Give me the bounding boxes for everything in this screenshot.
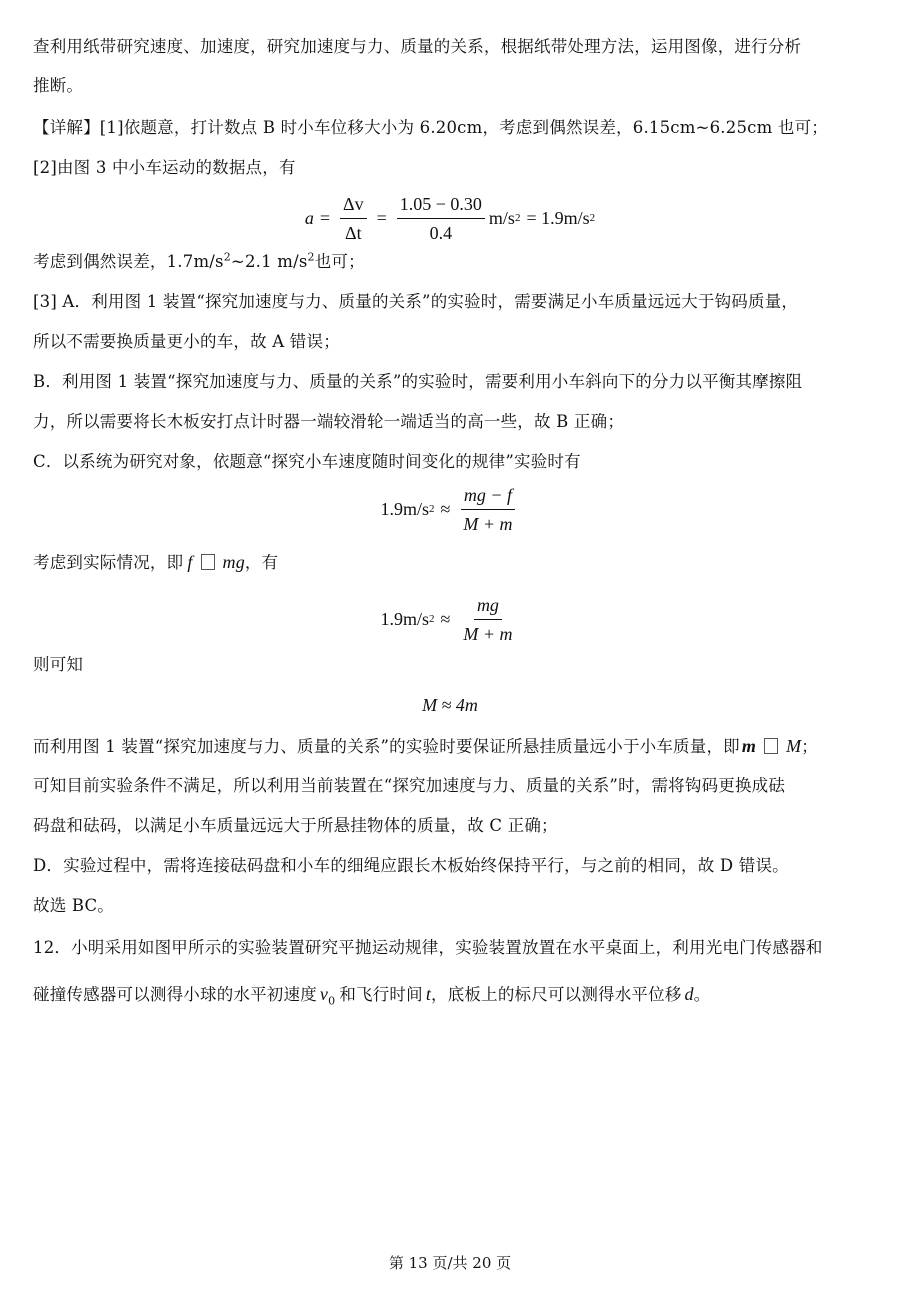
eq-lhs: 1.9m/s (380, 498, 429, 519)
text-line: 则可知 (33, 655, 84, 674)
fraction-denominator: 0.4 (429, 222, 453, 243)
equation-mass-ratio: M ≈ 4m (422, 694, 478, 715)
equation-system: 1.9m/s 2 ≈ $\frac{mg - f}{M + m}$ (0, 480, 900, 538)
equation-approx: 1.9m/s 2 ≈ $\frac{mg}{M + m}$ (0, 590, 900, 648)
text-line: 推断。 (33, 76, 84, 95)
fraction-denominator: M + m (463, 623, 513, 644)
fraction-denominator: M + m (463, 513, 513, 534)
eq-lhs: 1.9m/s (380, 608, 429, 629)
text-line: 考虑到偶然误差，$1.7m/s^2\sim 2.1$ $m/s^2$也可； (33, 250, 365, 271)
text-line: 可知目前实验条件不满足，所以利用当前装置在“探究加速度与力、质量的关系”时，需将钩码更换成砝 (33, 776, 786, 795)
text-line: [3] A．利用图 1 装置“探究加速度与力、质量的关系”的实验时，需要满足小车质量远远大于钩码质量， (33, 292, 799, 311)
text-line: 所以不需要换质量更小的车，故 A 错误； (33, 332, 340, 351)
fraction-denominator: Δt (345, 222, 362, 243)
eq-lhs: a (304, 207, 314, 228)
text-line: 查利用纸带研究速度、加速度，研究加速度与力、质量的关系，根据纸带处理方法，运用图像，进行分析 (33, 37, 802, 56)
text-line: 力，所以需要将长木板安打点计时器一端较滑轮一端适当的高一些，故 B 正确； (33, 412, 625, 431)
text-line: 考虑到实际情况，即 f mg，有 (33, 552, 279, 572)
text-line: 12．小明采用如图甲所示的实验装置研究平抛运动规律，实验装置放置在水平桌面上，利用光电门传感器和 (33, 938, 823, 957)
text-line: C．以系统为研究对象，依题意“探究小车速度随时间变化的规律”实验时有 (33, 452, 581, 471)
eq-result: = 1.9m/s (526, 207, 590, 228)
fraction-numerator: 1.05 − 0.30 (397, 192, 485, 219)
missing-glyph-box (201, 554, 215, 570)
fraction-delta (340, 192, 367, 245)
page-footer: 第 13 页/共 20 页 (388, 1254, 512, 1272)
fraction-numerator: mg − f (461, 483, 515, 510)
text-line: B．利用图 1 装置“探究加速度与力、质量的关系”的实验时，需要利用小车斜向下的分力以平衡其摩擦阻 (33, 372, 803, 391)
fraction-numerator: Δv (340, 192, 367, 219)
fraction (460, 593, 515, 646)
text-line: 而利用图 1 装置“探究加速度与力、质量的关系”的实验时要保证所悬挂质量远小于小车质量，即 m M； (33, 736, 818, 756)
text-line: D．实验过程中，需将连接砝码盘和小车的细绳应跟长木板始终保持平行，与之前的相同，故 D 错误。 (33, 856, 789, 875)
equation-acceleration: a = $\frac{\Delta v}{\Delta t}$ = $\frac{1.05 - 0.30}{0.4}$ m/s 2 = 1.9m/s 2 (304, 193, 596, 243)
text-line: 【详解】[1]依题意，打计数点 B 时小车位移大小为 6.20cm，考虑到偶然误差，6.15cm~6.25cm 也可； (33, 118, 828, 137)
text-line: 码盘和砝码，以满足小车质量远远大于所悬挂物体的质量，故 C 正确； (33, 816, 558, 835)
fraction (460, 483, 515, 536)
missing-glyph-box (764, 738, 778, 754)
fraction-numerator: mg (474, 593, 502, 620)
text-line: 碰撞传感器可以测得小球的水平初速度 $v_0$ 和飞行时间 t，底板上的标尺可以测得水平位移 d。 (33, 984, 711, 1008)
fraction-values (397, 192, 485, 245)
eq-unit: m/s (488, 207, 515, 228)
text-line: 故选 BC。 (33, 896, 115, 915)
text-line: [2]由图 3 中小车运动的数据点，有 (33, 158, 296, 177)
